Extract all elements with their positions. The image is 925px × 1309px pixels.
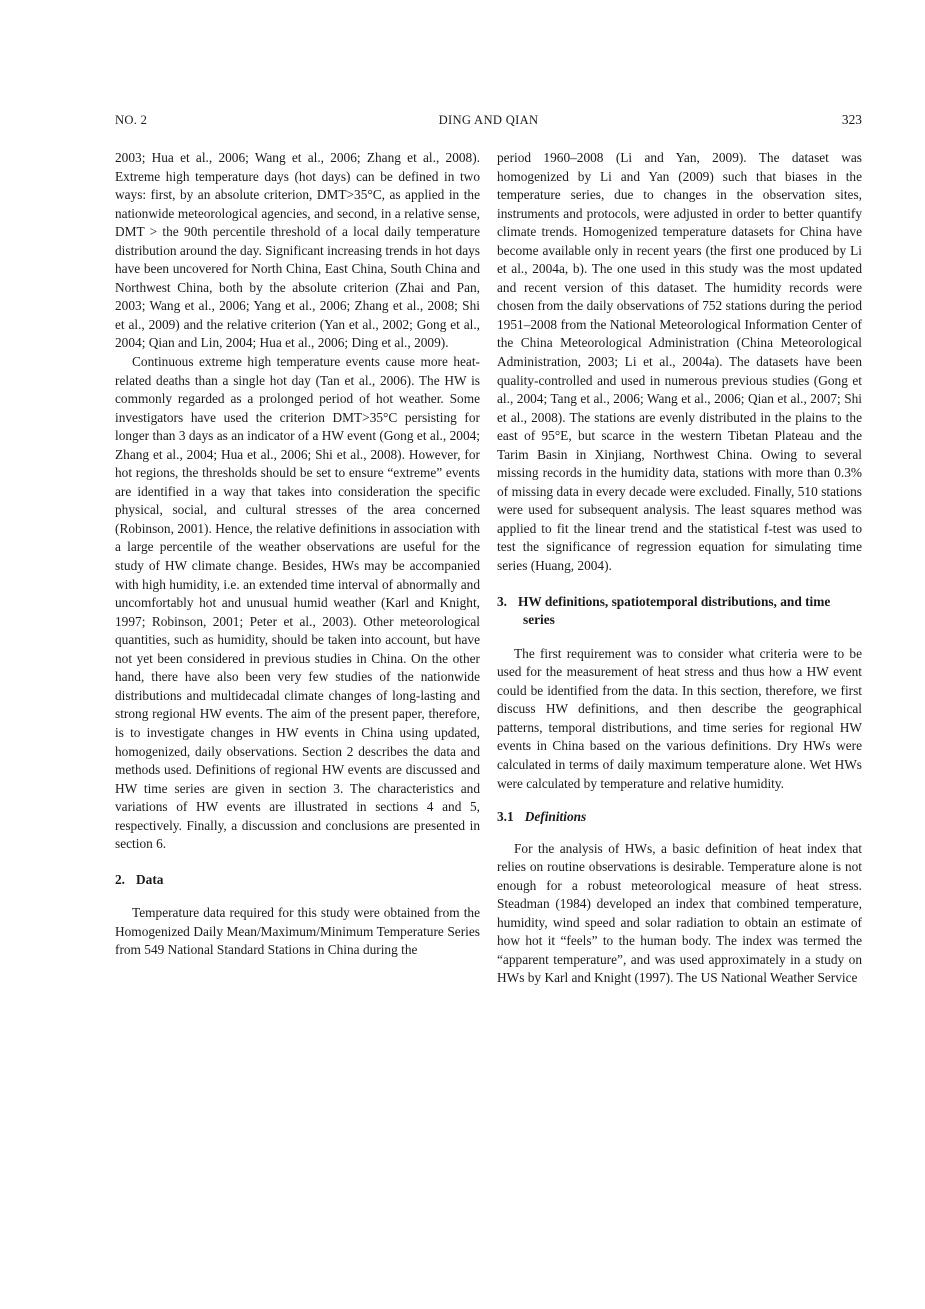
- section-2-heading: [115, 871, 480, 890]
- section-3-title: HW definitions, spatiotemporal distributions, and time series: [518, 593, 831, 628]
- section-3-1-heading: [497, 808, 862, 827]
- running-title: DING AND QIAN: [438, 113, 539, 127]
- section-3-1-number: 3.1: [497, 809, 514, 825]
- left-column: [115, 149, 480, 988]
- section-3-1-title: Definitions: [524, 809, 587, 825]
- page-number: 323: [841, 112, 862, 127]
- two-column-body: [115, 149, 862, 988]
- right-column: [497, 149, 862, 988]
- section-3-heading: [497, 593, 862, 630]
- section-2-number: 2.: [115, 871, 126, 887]
- section-3-number: 3.: [497, 593, 508, 609]
- paragraph-continued: period 1960–2008 (Li and Yan, 2009). The dataset was homogenized by Li and Yan (2009) such that biases in the temperature series, due to changes in the observation sites, instruments and protocols, were adjusted in order to better quantify climate trends. Homogenized temperature datasets for China have become available only in recent years (the first one produced by Li et al., 2004a, b). The one used in this study was the most updated and recent version of this dataset. The humidity records were chosen from the daily observations of 752 stations during the period 1951–2008 from the National Meteorological Information Center of the China Meteorological Administration (China Meteorological Administration, 2003; Li et al., 2004a). The datasets have been quality-controlled and used in numerous previous studies (Gong et al., 2004; Tang et al., 2006; Wang et al., 2006; Qian et al., 2007; Shi et al., 2008). The stations are evenly distributed in the plains to the east of 95°E, but scarce in the western Tibetan Plateau and the Tarim Basin in Xinjiang, Northwest China. Owing to several missing records in the humidity data, stations with more than 0.3% of missing data in every decade were excluded. Finally, 510 stations were used for subsequent analysis. The least squares method was applied to fit the linear trend and the statistical f-test was used to test the significance of regression equation for simulating time series (Huang, 2004).: [497, 150, 862, 574]
- issue-label: NO. 2: [115, 113, 148, 127]
- paragraph-continued: 2003; Hua et al., 2006; Wang et al., 2006; Zhang et al., 2008). Extreme high temperature days (hot days) can be defined in two ways: first, by an absolute criterion, DMT>35°C, as applied in the nationwide meteorological agencies, and second, in a relative sense, DMT > the 90th percentile threshold of a local daily temperature distribution around the day. Significant increasing trends in hot days have been uncovered for North China, East China, South China and Northwest China, both by the absolute criterion (Zhai and Pan, 2003; Wang et al., 2006; Yang et al., 2006; Zhang et al., 2008; Shi et al., 2009) and the relative criterion (Yan et al., 2002; Gong et al., 2004; Qian and Lin, 2004; Hua et al., 2006; Ding et al., 2009).: [115, 150, 480, 351]
- paragraph: For the analysis of HWs, a basic definition of heat index that relies on routine observations is desirable. Temperature alone is not enough for a robust meteorological measure of heat stress. Steadman (1984) developed an index that combined temperature, humidity, wind speed and solar radiation to obtain an estimate of how hot it “feels” to the human body. The index was termed the “apparent temperature”, and was used approximately in a study on HWs by Karl and Knight (1997). The US National Weather Service: [497, 840, 862, 986]
- section-2-title: Data: [136, 871, 164, 887]
- running-head: [115, 112, 862, 128]
- paragraph: The first requirement was to consider what criteria were to be used for the measurement of heat stress and thus how a HW event could be identified from the data. In this section, therefore, we first discuss HW definitions, and then describe the geographical patterns, temporal distributions, and time series for regional HW events in China based on the various definitions. Dry HWs were calculated in terms of daily maximum temperature alone. Wet HWs were calculated by temperature and relative humidity.: [497, 645, 862, 791]
- paragraph: Temperature data required for this study were obtained from the Homogenized Daily Mean/Maximum/Minimum Temperature Series from 549 National Standard Stations in China during the: [115, 905, 480, 958]
- paragraph: Continuous extreme high temperature events cause more heat-related deaths than a single hot day (Tan et al., 2006). The HW is commonly regarded as a prolonged period of hot weather. Some investigators have used the criterion DMT>35°C persisting for longer than 3 days as an indicator of a HW event (Gong et al., 2004; Zhang et al., 2004; Hua et al., 2006; Shi et al., 2008). However, for hot regions, the thresholds should be set to ensure “extreme” events are identified in a way that takes into consideration the specific physical, social, and cultural stresses of the area concerned (Robinson, 2001). Hence, the relative definitions in association with a large percentile of the weather observations are useful for the study of HW climate change. Besides, HWs may be accompanied with high humidity, i.e. an extended time interval of abnormally and uncomfortably hot and unusual humid weather (Karl and Knight, 1997; Robinson, 2001; Peter et al., 2003). Other meteorological quantities, such as humidity, should be taken into account, but have not yet been considered in previous studies in China. On the other hand, there have also been very few studies of the nationwide distributions and multidecadal climate changes of long-lasting and strong regional HW events. The aim of the present paper, therefore, is to investigate changes in HW events in China using updated, homogenized, daily observations. Section 2 describes the data and methods used. Definitions of regional HW events are discussed and HW time series are given in section 3. The characteristics and variations of HW events are illustrated in sections 4 and 5, respectively. Finally, a discussion and conclusions are presented in section 6.: [115, 354, 480, 852]
